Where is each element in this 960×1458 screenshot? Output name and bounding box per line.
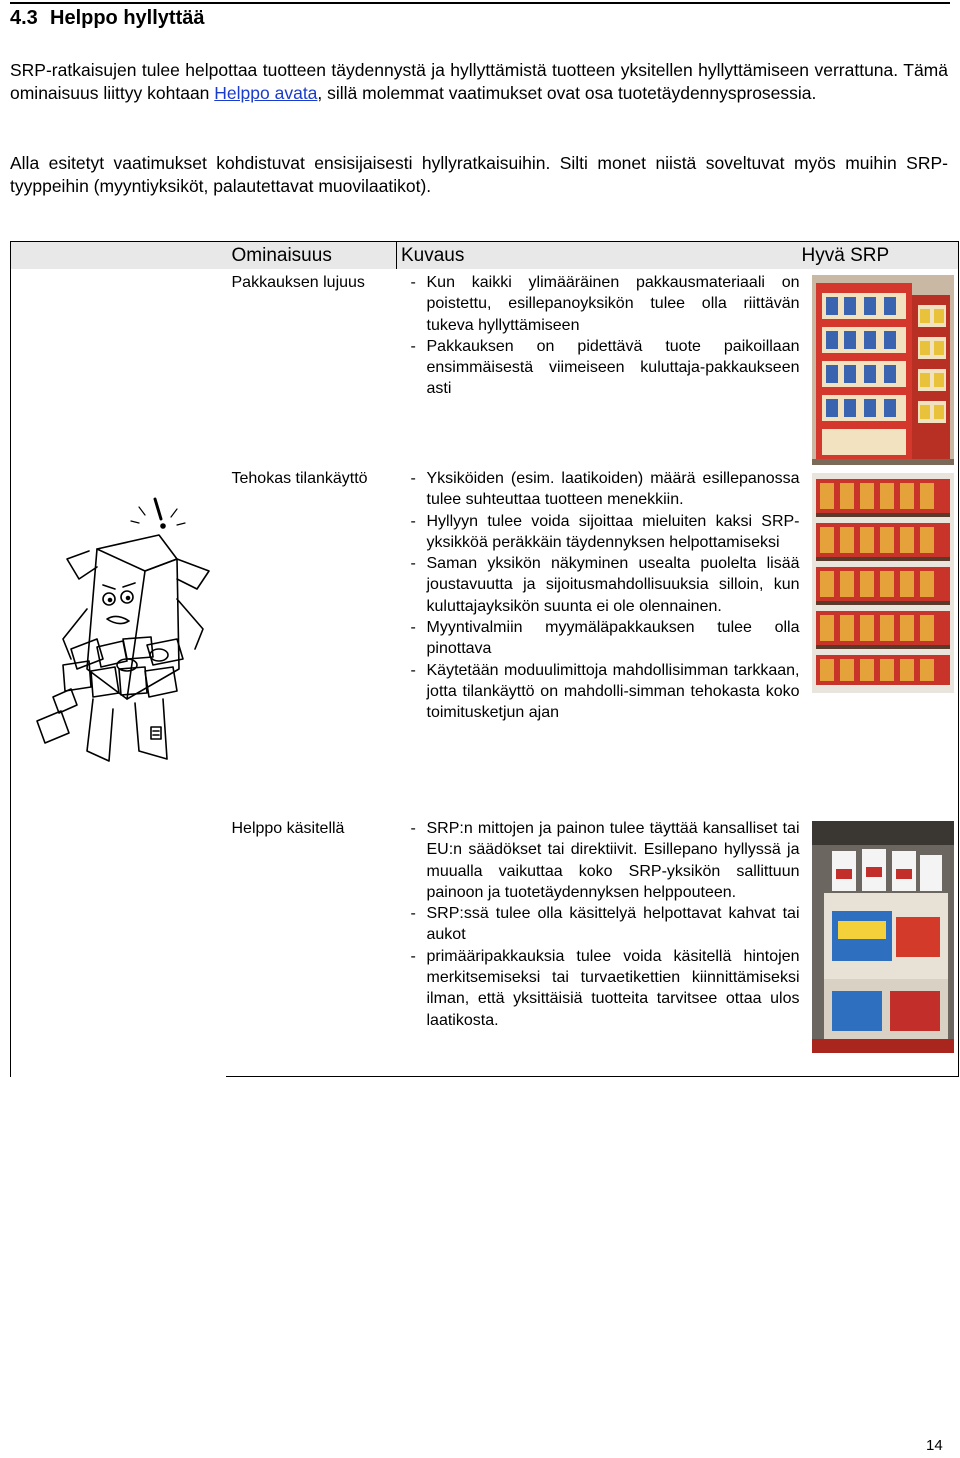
intro-paragraph [10,59,948,105]
table-header-row [11,242,959,270]
good-srp-cell [802,815,959,1077]
feature-cell: Pakkauksen lujuus [231,274,365,291]
display-rack-photo [812,275,954,465]
description-cell [397,269,802,465]
intro-text-start: SRP-ratkaisujen tulee helpottaa tuotteen täydennystä ja hyllyttämistä tuotteen yksitellen hyllyttämiseen verrattuna. Tämä ominaisuus liittyy kohtaan [10,60,948,103]
intro-text-end: , sillä molemmat vaatimukset ovat osa tuotetäydennysprosessia. [317,83,817,103]
description-item: - SRP:ssä tulee olla käsittelyä helpottavat kahvat tai aukot [411,903,800,946]
overloaded-box-cartoon [27,489,217,779]
good-srp-cell [802,269,959,465]
good-srp-cell [802,465,959,815]
header-feature: Ominaisuus [226,242,397,270]
description-item: - Hyllyyn tulee voida sijoittaa mieluiten kaksi SRP-yksikköä peräkkäin täydennyksen helpottamiseksi [411,511,800,554]
table-row [11,269,959,465]
illustration-cell [11,269,226,1077]
page-number: 14 [926,1437,943,1454]
feature-cell: Helppo käsitellä [226,815,397,1077]
helppo-avata-link[interactable]: Helppo avata [214,83,318,103]
description-item: - Pakkauksen on pidettävä tuote paikoillaan ensimmäisestä viimeiseen kuluttaja-pakkaukseen asti [411,336,800,400]
top-rule [10,2,950,4]
description-item: - Kun kaikki ylimääräinen pakkausmateriaali on poistettu, esillepanoyksikön tulee olla riittävän tukeva hyllyttämiseen [411,272,800,336]
section-title: Helppo hyllyttää [50,7,205,29]
feature-cell: Tehokas tilankäyttö [231,470,368,487]
description-cell [397,815,802,1077]
description-item: - SRP:n mittojen ja painon tulee täyttää kansalliset tai EU:n säädökset tai direktiivit. Esillepano hyllyssä ja muualla vaikuttaa koko SRP-yksikön sallittuun painoon ja tuotetäydennyksen helppouteen. [411,818,800,903]
header-good-srp-label: Hyvä SRP [801,245,890,266]
scope-paragraph: Alla esitetyt vaatimukset kohdistuvat ensisijaisesti hyllyratkaisuihin. Silti monet niistä soveltuvat myös muihin SRP-tyyppeihin (myyntiyksiköt, palautettavat muovilaatikot). [10,153,948,196]
requirements-table [10,241,959,1077]
stacked-cartons-photo [812,821,954,1053]
description-item: - Yksiköiden (esim. laatikoiden) määrä esillepanossa tulee suhteuttaa tuotteen menekkiin. [411,468,800,511]
header-description: Kuvaus [397,242,802,270]
section-number: 4.3 [10,7,38,29]
section-heading [10,6,204,30]
description-item: - primääripakkauksia tulee voida käsitellä hintojen merkitsemiseksi tai turvaetikettien kiinnittämiseksi ilman, että yksittäisiä tuotteita tarvitsee ottaa ulos laatikosta. [411,946,800,1031]
description-item: - Saman yksikön näkyminen usealta puolelta lisää joustavuutta ja sijoitusmahdollisuuksia silloin, kun kuluttajayksikön suunta ei ole olennainen. [411,553,800,617]
description-item: - Käytetään moduulimittoja mahdollisimman tarkkaan, jotta tilankäyttö on mahdolli-simman tehokasta koko toimitusketjun ajan [411,660,800,724]
description-cell [397,465,802,815]
header-good-srp [802,242,959,270]
header-illustration-cell [11,242,226,270]
description-item: - Myyntivalmiin myymäläpakkauksen tulee olla pinottava [411,617,800,660]
store-shelf-photo [812,473,954,693]
